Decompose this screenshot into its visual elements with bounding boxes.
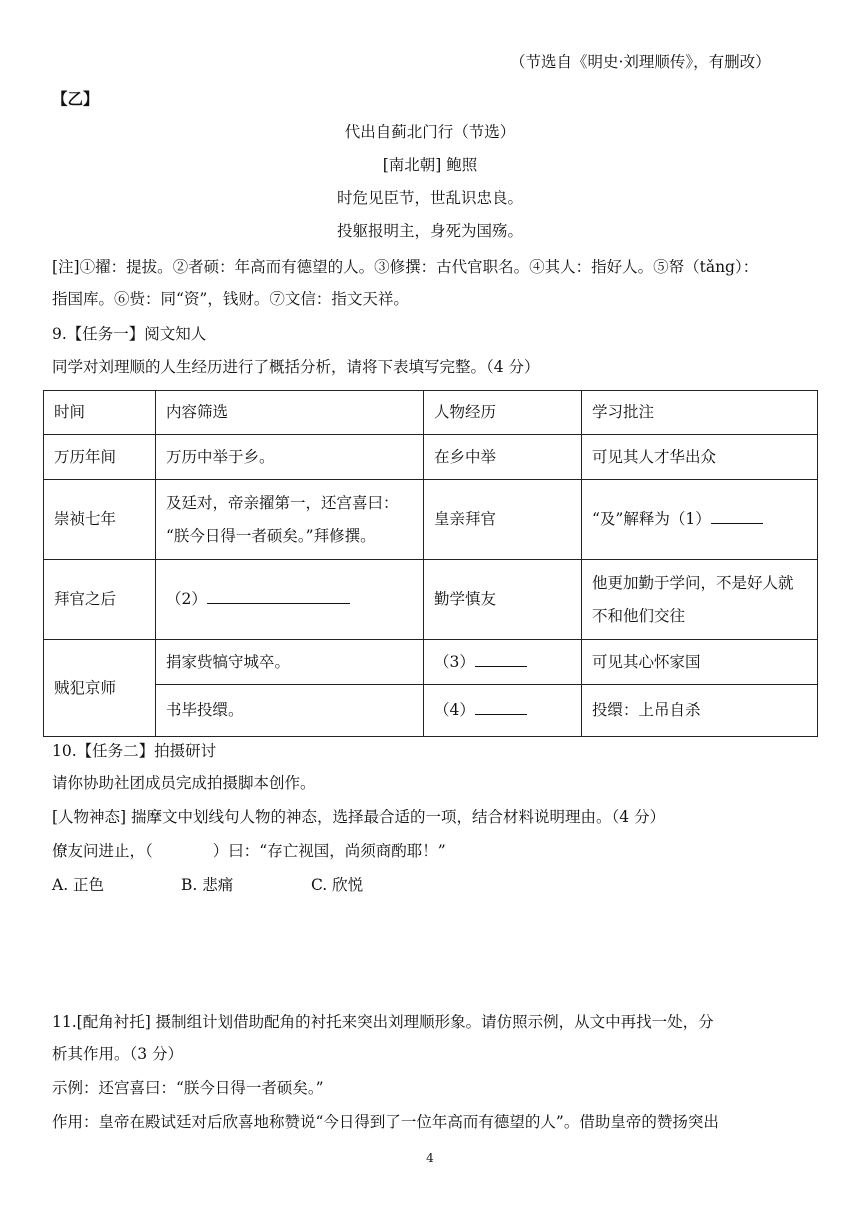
note-line: 不和他们交往 [592, 606, 686, 625]
question-11-effect: 作用：皇帝在殿试廷对后欣喜地称赞说“今日得到了一位年高而有德望的人”。借助皇帝的赞扬突出 [52, 1113, 719, 1131]
table-cell-note: 可见其人才华出众 [582, 435, 818, 480]
table-cell-time: 崇祯七年 [44, 480, 156, 560]
answer-blank-2[interactable] [207, 587, 350, 604]
table-cell-content [156, 560, 424, 640]
content-line: 及廷对，帝亲擢第一，还宫喜曰： [166, 493, 399, 512]
table-row [44, 435, 818, 480]
blank-label: （3） [434, 652, 475, 671]
content-line: “朕今日得一者硕矣。”拜修撰。 [166, 526, 376, 545]
poem-author: [南北朝] 鲍照 [382, 156, 478, 174]
table-header-cell: 人物经历 [424, 391, 582, 435]
table-cell-content: 书毕投缳。 [156, 685, 424, 737]
poem-line-1: 时危见臣节，世乱识忠良。 [336, 189, 523, 207]
table-cell-content: 万历中举于乡。 [156, 435, 424, 480]
notes-line-1: [注]①擢：提拔。②者硕：年高而有德望的人。③修撰：古代官职名。④其人：指好人。⑤帑（tǎng）： [52, 258, 759, 276]
quote-post: ）曰：“存亡视国，尚须商酌耶！” [212, 842, 446, 860]
question-9-prompt: 同学对刘理顺的人生经历进行了概括分析，请将下表填写完整。（4 分） [52, 358, 540, 376]
answer-blank-1[interactable] [711, 507, 763, 524]
table-cell-time: 贼犯京师 [44, 640, 156, 737]
table-row [44, 685, 818, 737]
table-header-cell: 学习批注 [582, 391, 818, 435]
page-number: 4 [426, 1151, 434, 1165]
question-10-prompt: 请你协助社团成员完成拍摄脚本创作。 [52, 774, 316, 792]
table-row [44, 640, 818, 685]
table-header-cell: 内容筛选 [156, 391, 424, 435]
table-row [44, 560, 818, 640]
note-line: 他更加勤于学问，不是好人就 [592, 573, 794, 592]
blank-label: （2） [166, 590, 207, 608]
notes-line-2: 指国库。⑥赀：同“资”，钱财。⑦文信：指文天祥。 [52, 290, 409, 308]
question-9-title: 9.【任务一】阅文知人 [52, 325, 207, 343]
table-cell-experience [424, 640, 582, 685]
table-cell-experience: 在乡中举 [424, 435, 582, 480]
table-header-row [44, 391, 818, 435]
section-label: 【乙】 [52, 89, 99, 108]
table-cell-time: 万历年间 [44, 435, 156, 480]
table-cell-experience: 勤学慎友 [424, 560, 582, 640]
note-text: “及”解释为（1） [592, 510, 711, 528]
table-cell-note [582, 560, 818, 640]
question-11-example: 示例：还宫喜曰：“朕今日得一者硕矣。” [52, 1079, 324, 1097]
question-10-quote [52, 840, 446, 862]
question-11-line-1: 11.[配角衬托] 摄制组计划借助配角的衬托来突出刘理顺形象。请仿照示例，从文中再找一处，分 [52, 1013, 714, 1031]
question-10-sub: [人物神态] 揣摩文中划线句人物的神态，选择最合适的一项，结合材料说明理由。（4 分） [52, 808, 666, 826]
answer-blank-3[interactable] [475, 650, 527, 667]
blank-label: （4） [434, 701, 475, 719]
table-row [44, 480, 818, 560]
table-cell-experience [424, 685, 582, 737]
answer-blank-4[interactable] [475, 698, 527, 715]
source-citation: （节选自《明史·刘理顺传》，有删改） [510, 53, 771, 71]
option-b: B. 悲痛 [181, 876, 234, 894]
question-11-line-2: 析其作用。（3 分） [52, 1045, 184, 1063]
poem-line-2: 投躯报明主，身死为国殇。 [336, 222, 523, 240]
biography-table [43, 390, 818, 737]
quote-pre: 僚友问进止，（ [52, 842, 153, 860]
option-a: A. 正色 [52, 876, 105, 894]
table-cell-content: 捐家赀犒守城卒。 [156, 640, 424, 685]
table-cell-time: 拜官之后 [44, 560, 156, 640]
table-cell-note: 投缳：上吊自杀 [582, 685, 818, 737]
table-cell-experience: 皇亲拜官 [424, 480, 582, 560]
table-cell-note [582, 480, 818, 560]
option-c: C. 欣悦 [311, 876, 364, 894]
question-10-title: 10.【任务二】拍摄研讨 [52, 742, 217, 760]
table-header-cell: 时间 [44, 391, 156, 435]
table-cell-content [156, 480, 424, 560]
poem-title: 代出自蓟北门行（节选） [344, 123, 516, 141]
table-cell-note: 可见其心怀家国 [582, 640, 818, 685]
